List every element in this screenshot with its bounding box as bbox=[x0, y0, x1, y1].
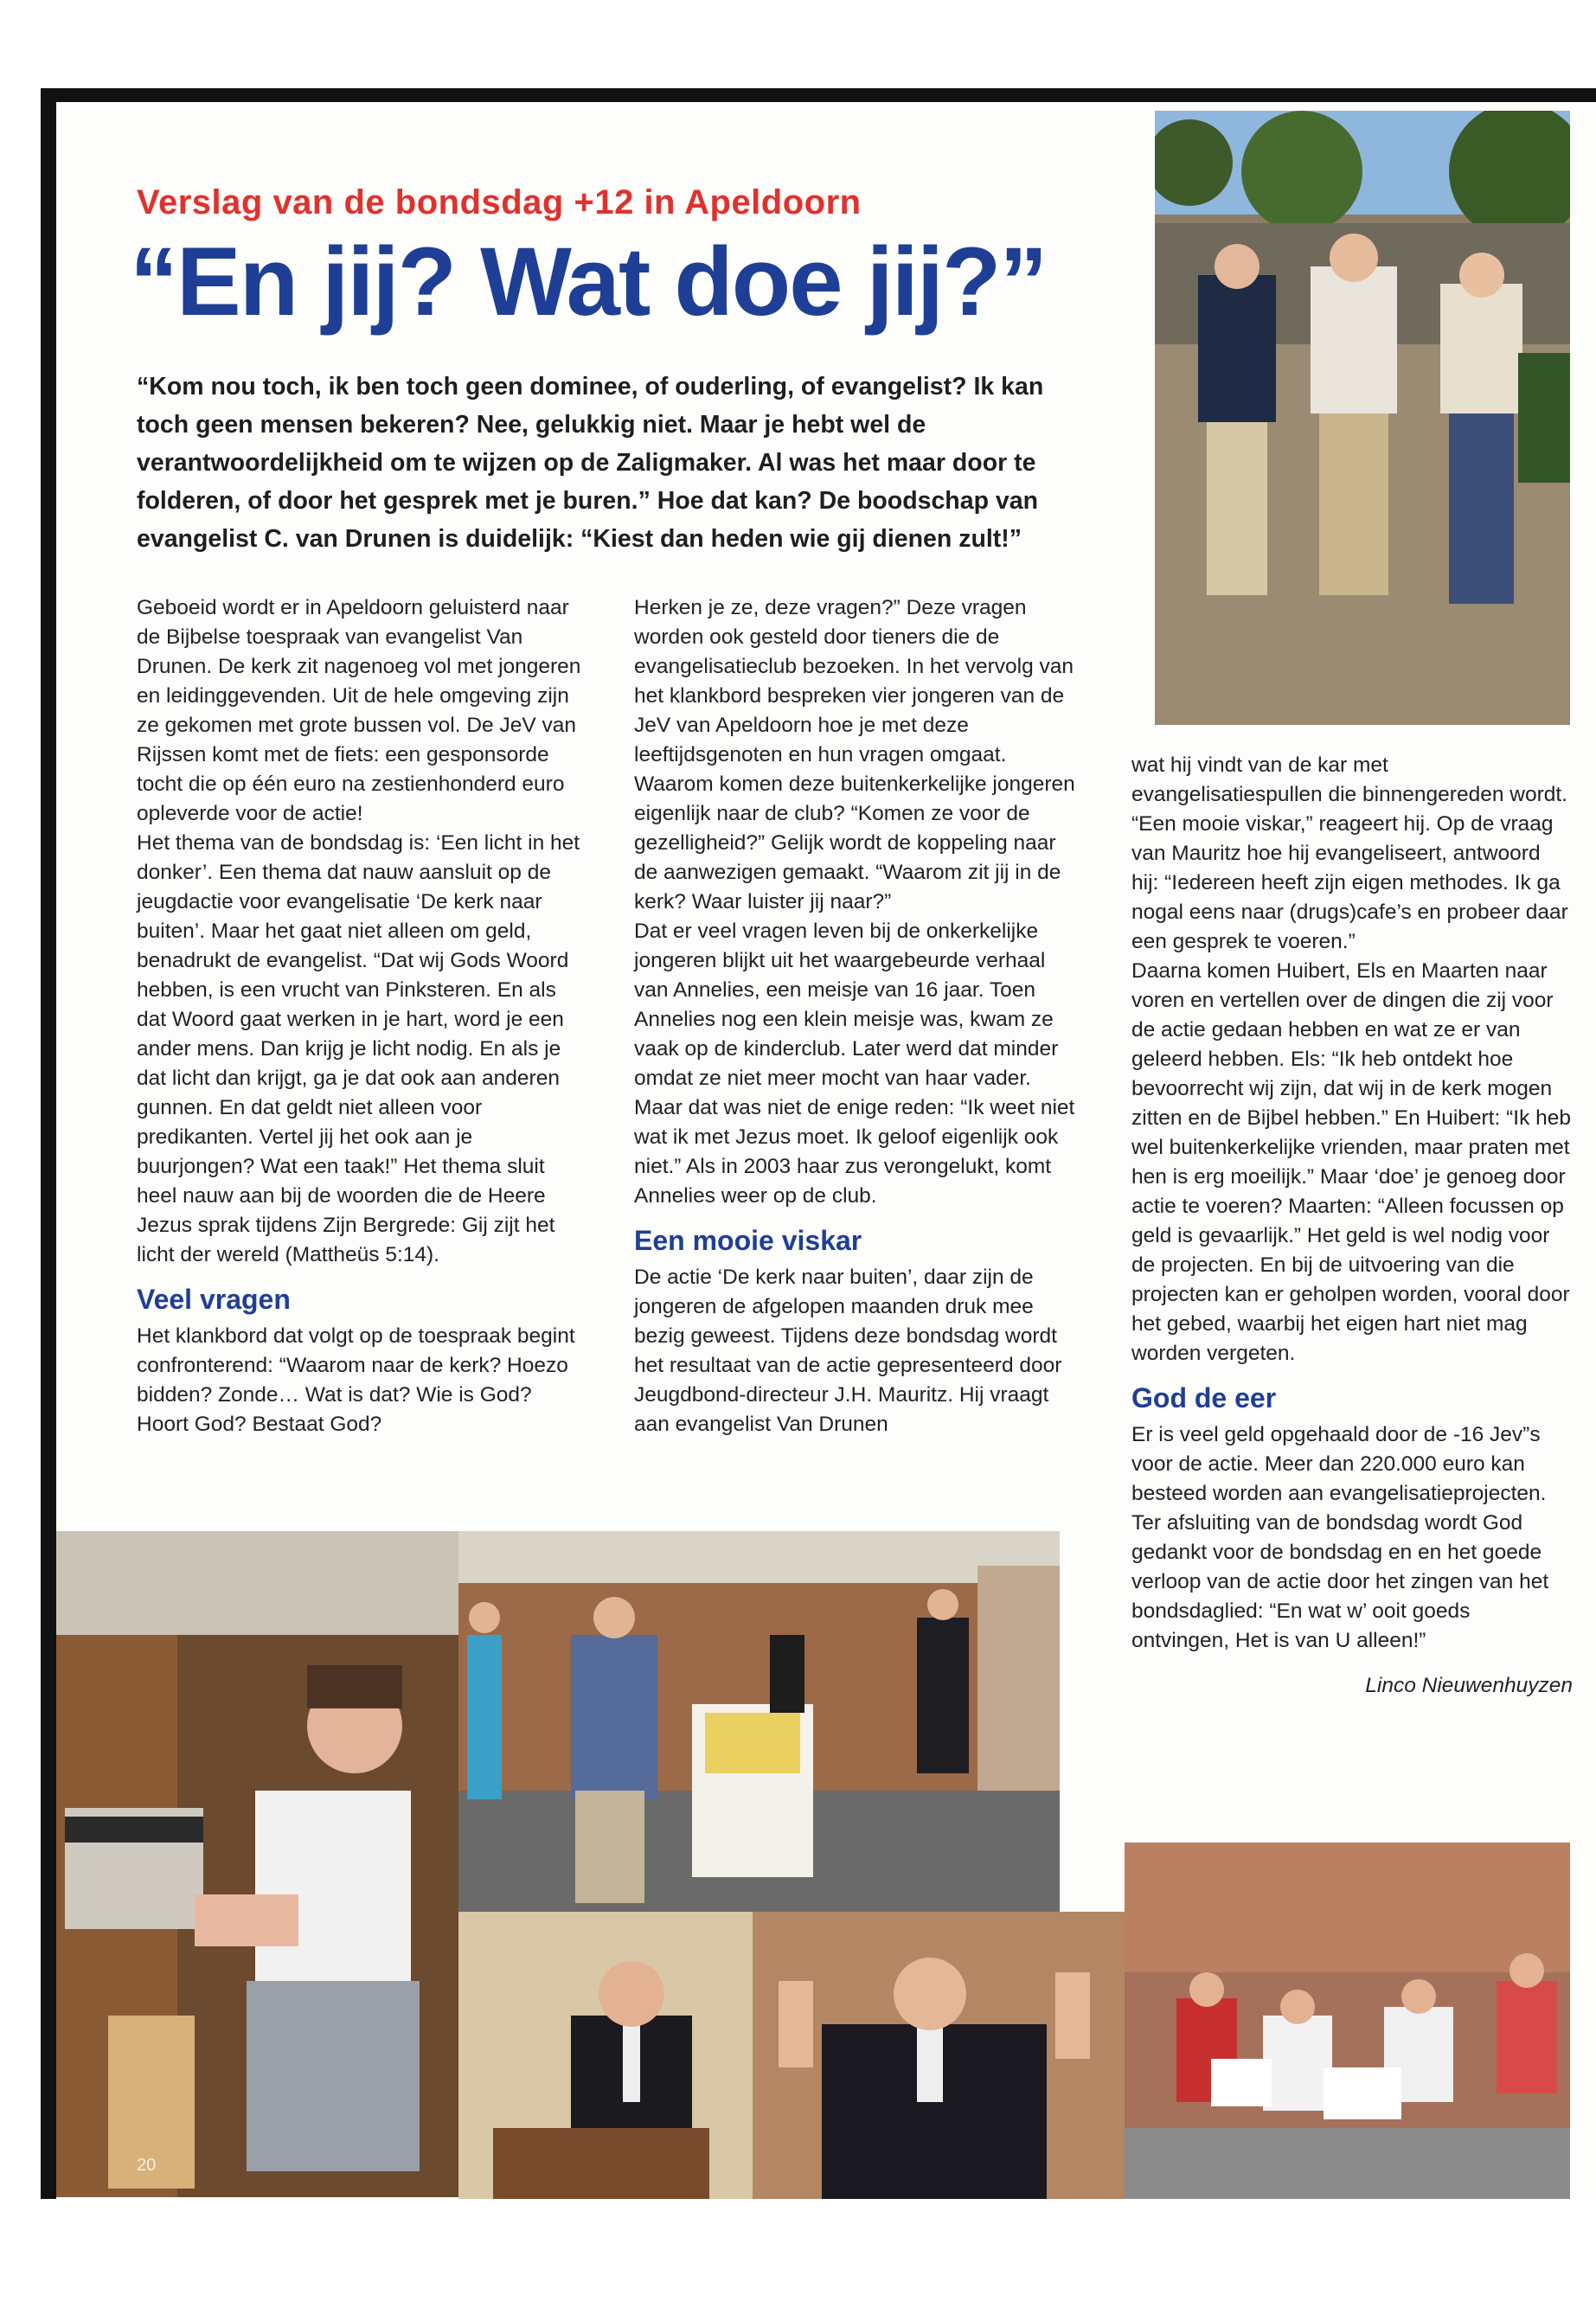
photo-youths-outdoors-image bbox=[1155, 111, 1570, 725]
subheading-god-de-eer: God de eer bbox=[1131, 1382, 1277, 1413]
column2-paragraph-2: Dat er veel vragen leven bij de onkerkelijke jongeren blijkt uit het waargebeurde verhaal van Annelies, een meisje van 16 jaar. Toen Annelies nog een klein meisje was, kwam ze vaak op de kinderclub. Later werd dat minder omdat ze niet meer mocht van haar vader. Maar dat was niet de enige reden: “Ik weet niet wat ik met Jezus moet. Ik geloof eigenlijk ook niet.” Als in 2003 haar zus verongelukt, komt Annelies weer op de club. bbox=[634, 920, 1075, 1208]
article-headline: “En jij? Wat doe jij?” bbox=[130, 228, 1047, 336]
photo-speakers-image bbox=[458, 1912, 1125, 2199]
subheading-een-mooie-viskar: Een mooie viskar bbox=[634, 1225, 862, 1256]
column3-paragraph-2: Daarna komen Huibert, Els en Maarten naar voren en vertellen over de dingen die zij voor de actie gedaan hebben en wat ze er van geleerd hebben. Els: “Ik heb ontdekt hoe bevoorrecht wij zijn, dat wij in de kerk mogen zitten en de Bijbel hebben.” En Huibert: “Ik heb wel buitenkerkelijke vrienden, maar praten met hen is erg moeilijk.” Maar ‘doe’ je genoeg door actie te voeren? Maarten: “Alleen focussen op geld is gevaarlijk.” Het geld is wel nodig voor de projecten. En bij de uitvoering van die projecten kan er geholpen worden, vooral door het gebed, waarbij het eigen hart niet mag worden vergeten. bbox=[1131, 959, 1572, 1365]
author-byline: Linco Nieuwenhuyzen bbox=[1365, 1674, 1573, 1697]
column1-paragraph-1: Geboeid wordt er in Apeldoorn geluisterd naar de Bijbelse toespraak van evangelist Van Drunen. De kerk zit nagenoeg vol met jongeren en leidinggevenden. Uit de hele omgeving zijn ze gekomen met grote bussen vol. De JeV van Rijssen komt met de fiets: een gesponsorde tocht die op één euro na zestienhonderd euro opleverde voor de actie! bbox=[137, 596, 581, 825]
page-edge-top bbox=[41, 88, 1596, 102]
article-kicker: Verslag van de bondsdag +12 in Apeldoorn bbox=[137, 183, 862, 221]
column3-paragraph-1: wat hij vindt van de kar met evangelisatiespullen die binnengereden wordt. “Een mooie viskar,” reageert hij. Op de vraag van Mauritz hoe hij evangeliseert, antwoord hij: “Iedereen heeft zijn eigen methodes. Ik ga nogal eens naar (drugs)cafe’s en probeer daar een gesprek te voeren.” bbox=[1131, 753, 1568, 953]
photo-youths-outdoors bbox=[1155, 111, 1570, 725]
photo-musicians-image bbox=[1125, 1843, 1570, 2199]
article-column-1 bbox=[137, 593, 586, 1439]
column3-paragraph-3: Er is veel geld opgehaald door de -16 Jev”s voor de actie. Meer dan 220.000 euro kan besteed worden aan evangelisatieprojecten. Ter afsluiting van de bondsdag wordt God gedankt voor de bondsdag en en het goede verloop van de actie door het zingen van het bondsdaglied: “En wat w’ ooit goeds ontvingen, Het is van U alleen!” bbox=[1131, 1423, 1549, 1652]
column2-paragraph-3: De actie ‘De kerk naar buiten’, daar zijn de jongeren de afgelopen maanden druk mee bezig geweest. Tijdens deze bondsdag wordt het resultaat van de actie gepresenteerd door Jeugdbond-directeur J.H. Mauritz. Hij vraagt aan evangelist Van Drunen bbox=[634, 1266, 1062, 1436]
page-number: 20 bbox=[137, 2156, 157, 2175]
photo-presentation-image bbox=[458, 1531, 1060, 1912]
photo-organist bbox=[56, 1531, 458, 2197]
article-column-3 bbox=[1131, 751, 1573, 1701]
page-edge-left bbox=[41, 88, 56, 2199]
subheading-veel-vragen: Veel vragen bbox=[137, 1284, 291, 1315]
column1-paragraph-2: Het thema van de bondsdag is: ‘Een licht in het donker’. Een thema dat nauw aansluit op de jeugdactie voor evangelisatie ‘De kerk naar buiten’. Maar het gaat niet alleen om geld, benadrukt de evangelist. “Dat wij Gods Woord hebben, is een vrucht van Pinksteren. En als dat Woord gaat werken in je hart, word je een ander mens. Dan krijg je licht nodig. En als je dat licht dan krijgt, ga je dat ook aan anderen gunnen. En dat geldt niet alleen voor predikanten. Vertel jij het ook aan je buurjongen? Wat een taak!” Het thema sluit heel nauw aan bij de woorden die de Heere Jezus sprak tijdens Zijn Bergrede: Gij zijt het licht der wereld (Mattheüs 5:14). bbox=[137, 831, 580, 1266]
photo-organist-image bbox=[56, 1531, 458, 2197]
photo-presentation bbox=[458, 1531, 1060, 1912]
photo-speakers bbox=[458, 1912, 1125, 2199]
article-column-2 bbox=[634, 593, 1084, 1439]
article-intro: “Kom nou toch, ik ben toch geen dominee, of ouderling, of evangelist? Ik kan toch geen mensen bekeren? Nee, gelukkig niet. Maar je hebt wel de verantwoordelijkheid om te wijzen op de Zaligmaker. Al was het maar door te folderen, of door het gesprek met je buren.” Hoe dat kan? De boodschap van evangelist C. van Drunen is duidelijk: “Kiest dan heden wie gij dienen zult!” bbox=[137, 373, 1044, 553]
photo-musicians bbox=[1125, 1843, 1570, 2199]
column1-paragraph-3: Het klankbord dat volgt op de toespraak begint confronterend: “Waarom naar de kerk? Hoezo bidden? Zonde… Wat is dat? Wie is God? Hoort God? Bestaat God? bbox=[137, 1324, 575, 1436]
column2-paragraph-1: Herken je ze, deze vragen?” Deze vragen worden ook gesteld door tieners die de evangelisatieclub bezoeken. In het vervolg van het klankbord bespreken vier jongeren van de JeV van Apeldoorn hoe je met deze leeftijdsgenoten en hun vragen omgaat. Waarom komen deze buitenkerkelijke jongeren eigenlijk naar de club? “Komen ze voor de gezelligheid?” Gelijk wordt de koppeling naar de aanwezigen gemaakt. “Waarom zit jij in de kerk? Waar luister jij naar?” bbox=[634, 596, 1075, 913]
